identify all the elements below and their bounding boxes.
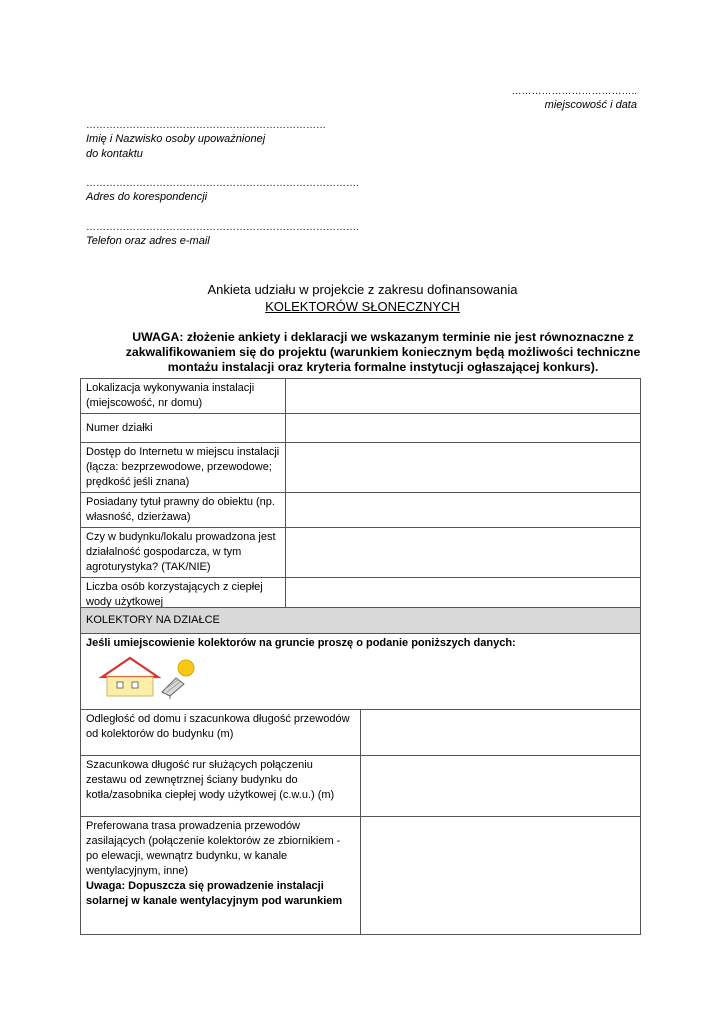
name-label-line1: Imię i Nazwisko osoby upoważnionej: [86, 133, 266, 145]
section-header: KOLEKTORY NA DZIAŁCE: [81, 608, 641, 634]
address-block: [86, 178, 386, 205]
house-with-ground-solar-collector-icon: [98, 655, 198, 699]
row-label-cell: [81, 817, 361, 935]
title-line1: Ankieta udziału w projekcie z zakresu dofinansowania: [207, 282, 518, 297]
table-row: [81, 756, 641, 817]
row-label: Czy w budynku/lokalu prowadzona jest działalność gospodarcza, w tym agroturystyka? (TAK/NIE): [81, 528, 286, 578]
row-label: Liczba osób korzystających z ciepłej wody użytkowej: [81, 578, 286, 613]
table-row: [81, 528, 641, 578]
row-label: Odległość od domu i szacunkowa długość przewodów od kolektorów do budynku (m): [81, 710, 361, 756]
date-place-block: [511, 86, 637, 113]
answer-cell[interactable]: [361, 710, 641, 756]
name-block: [86, 120, 386, 162]
title-line2: KOLEKTORÓW SŁONECZNYCH: [265, 299, 460, 314]
phone-label: Telefon oraz adres e-mail: [86, 235, 210, 247]
phone-dotted-line[interactable]: ……………………………………………………………………….: [86, 222, 359, 233]
table-row: [81, 414, 641, 443]
table-row: [81, 379, 641, 414]
table-row: [81, 493, 641, 528]
row-label: Lokalizacja wykonywania instalacji (miejscowość, nr domu): [81, 379, 286, 414]
answer-cell[interactable]: [286, 379, 641, 414]
document-title: [0, 281, 725, 315]
answer-cell[interactable]: [286, 443, 641, 493]
table-row: [81, 443, 641, 493]
table-header-row: [81, 608, 641, 634]
row-label: Preferowana trasa prowadzenia przewodów zasilających (połączenie kolektorów ze zbiornikiem - po elewacji, wewnątrz budynku, w kanale wentylacyjnym, inne): [86, 820, 341, 877]
answer-cell[interactable]: [361, 817, 641, 935]
row-label: Numer działki: [81, 414, 286, 443]
answer-cell[interactable]: [286, 414, 641, 443]
intro-cell: [81, 634, 641, 710]
date-place-label: miejscowość i data: [544, 99, 637, 111]
warning-note: UWAGA: złożenie ankiety i deklaracji we wskazanym terminie nie jest równoznaczne z zakwalifikowaniem się do projektu (warunkiem koniecznym będą możliwości techniczne montażu instalacji oraz kryteria formalne instytucji ogłaszającej konkurs).: [125, 330, 641, 374]
installation-info-table: [80, 378, 641, 613]
table-row: [81, 710, 641, 756]
intro-row: [81, 634, 641, 710]
name-label-line2: do kontaktu: [86, 148, 143, 160]
row-label-note: Uwaga: Dopuszcza się prowadzenie instalacji solarnej w kanale wentylacyjnym pod warunkiem: [86, 880, 343, 907]
name-dotted-line[interactable]: ………………………………………………………………: [86, 120, 326, 131]
table-row: [81, 817, 641, 935]
phone-block: [86, 222, 386, 249]
intro-text: Jeśli umiejscowienie kolektorów na gruncie proszę o podanie poniższych danych:: [86, 637, 516, 649]
row-label: Posiadany tytuł prawny do obiektu (np. własność, dzierżawa): [81, 493, 286, 528]
date-dotted-line[interactable]: ………………………………..: [511, 86, 637, 97]
answer-cell[interactable]: [286, 493, 641, 528]
address-dotted-line[interactable]: ……………………………………………………………………….: [86, 178, 359, 189]
address-label: Adres do korespondencji: [86, 191, 208, 203]
ground-collectors-table: [80, 607, 641, 935]
row-label: Dostęp do Internetu w miejscu instalacji (łącza: bezprzewodowe, przewodowe; prędkość jeśli znana): [81, 443, 286, 493]
row-label: Szacunkowa długość rur służących połączeniu zestawu od zewnętrznej ściany budynku do kotła/zasobnika ciepłej wody użytkowej (c.w.u.) (m): [81, 756, 361, 817]
answer-cell[interactable]: [286, 528, 641, 578]
answer-cell[interactable]: [361, 756, 641, 817]
